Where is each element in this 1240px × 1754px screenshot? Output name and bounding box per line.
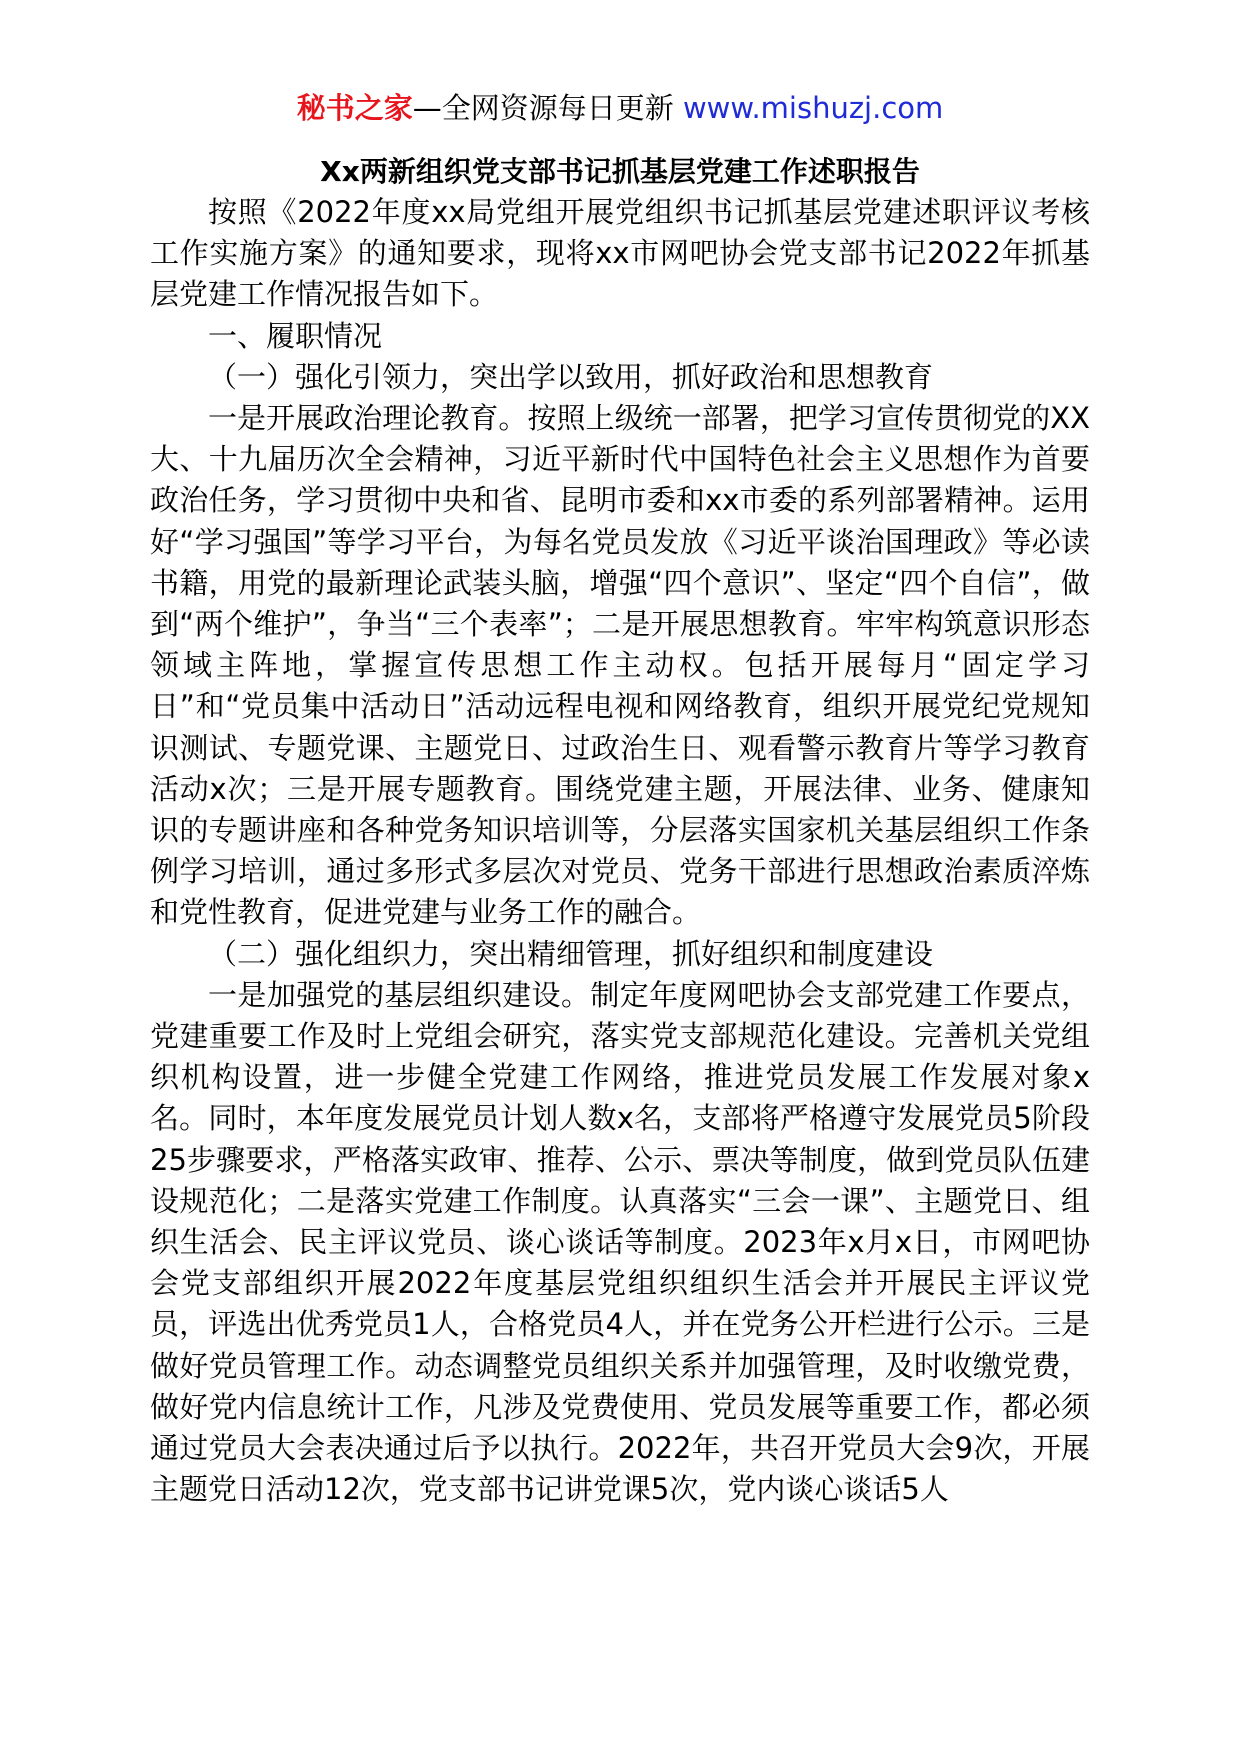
body-paragraph: 一是开展政治理论教育。按照上级统一部署，把学习宣传贯彻党的XX大、十九届历次全会精神，习近平新时代中国特色社会主义思想作为首要政治任务，学习贯彻中央和省、昆明市委和xx市委的系列部署精神。运用好“学习强国”等学习平台，为每名党员发放《习近平谈治国理政》等必读书籍，用党的最新理论武装头脑，增强“四个意识”、坚定“四个自信”，做到“两个维护”，争当“三个表率”；二是开展思想教育。牢牢构筑意识形态领域主阵地，掌握宣传思想工作主动权。包括开展每月“固定学习日”和“党员集中活动日”活动远程电视和网络教育，组织开展党纪党规知识测试、专题党课、主题党日、过政治生日、观看警示教育片等学习教育活动x次；三是开展专题教育。围绕党建主题，开展法律、业务、健康知识的专题讲座和各种党务知识培训等，分层落实国家机关基层组织工作条例学习培训，通过多形式多层次对党员、党务干部进行思想政治素质淬炼和党性教育，促进党建与业务工作的融合。 <box>150 401 1090 930</box>
subsection-heading: （二）强化组织力，突出精细管理，抓好组织和制度建设 <box>208 936 934 971</box>
document-body <box>150 192 1090 1511</box>
header-slogan: —全网资源每日更新 <box>412 91 683 125</box>
section-heading: 一、履职情况 <box>208 318 383 353</box>
subsection-heading: （一）强化引领力，突出学以致用，抓好政治和思想教育 <box>208 359 934 394</box>
header-banner <box>0 88 1240 128</box>
brand-name: 秘书之家 <box>296 91 413 125</box>
intro-paragraph: 按照《2022年度xx局党组开展党组织书记抓基层党建述职评议考核工作实施方案》的通知要求，现将xx市网吧协会党支部书记2022年抓基层党建工作情况报告如下。 <box>150 195 1090 312</box>
website-link[interactable]: www.mishuzj.com <box>682 91 944 125</box>
body-paragraph: 一是加强党的基层组织建设。制定年度网吧协会支部党建工作要点，党建重要工作及时上党组会研究，落实党支部规范化建设。完善机关党组织机构设置，进一步健全党建工作网络，推进党员发展工作发展对象x名。同时，本年度发展党员计划人数x名，支部将严格遵守发展党员5阶段25步骤要求，严格落实政审、推荐、公示、票决等制度，做到党员队伍建设规范化；二是落实党建工作制度。认真落实“三会一课”、主题党日、组织生活会、民主评议党员、谈心谈话等制度。2023年x月x日，市网吧协会党支部组织开展2022年度基层党组织组织生活会并开展民主评议党员，评选出优秀党员1人，合格党员4人，并在党务公开栏进行公示。三是做好党员管理工作。动态调整党员组织关系并加强管理，及时收缴党费，做好党内信息统计工作，凡涉及党费使用、党员发展等重要工作，都必须通过党员大会表决通过后予以执行。2022年，共召开党员大会9次，开展主题党日活动12次，党支部书记讲党课5次，党内谈心谈话5人 <box>150 977 1090 1507</box>
document-title: Xx两新组织党支部书记抓基层党建工作述职报告 <box>320 155 920 188</box>
